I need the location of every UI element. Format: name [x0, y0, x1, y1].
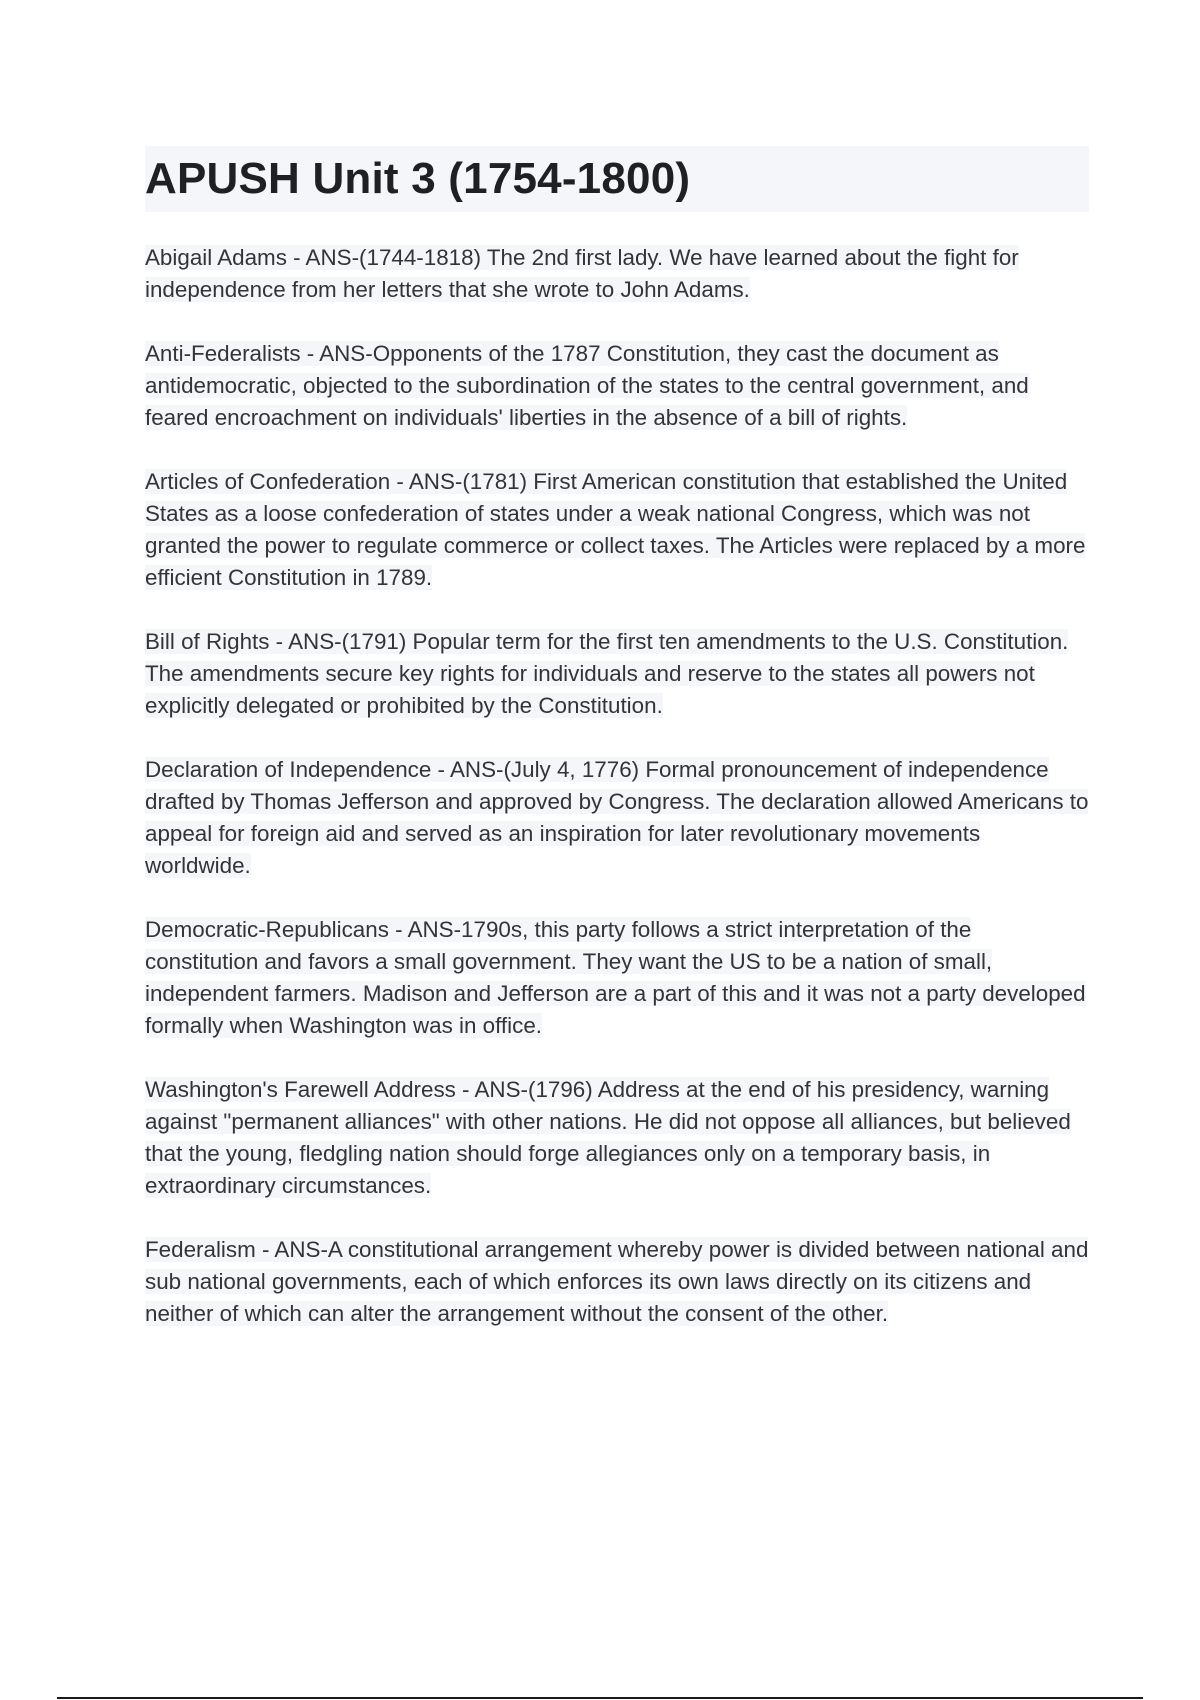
entry-text: Democratic-Republicans - ANS-1790s, this party follows a strict interpretation of the constitution and favors a small government. They want the US to be a nation of small, independent farmers. Madison and Jefferson are a part of this and it was not a party developed formally when Washington was in office.	[145, 917, 1086, 1038]
entry-declaration-of-independence	[145, 754, 1089, 882]
entry-text: Declaration of Independence - ANS-(July 4, 1776) Formal pronouncement of independence drafted by Thomas Jefferson and approved by Congress. The declaration allowed Americans to appeal for foreign aid and served as an inspiration for later revolutionary movements worldwide.	[145, 757, 1089, 878]
document-page	[145, 146, 1089, 1362]
entry-federalism	[145, 1234, 1089, 1330]
entry-washingtons-farewell-address	[145, 1074, 1089, 1202]
footer-divider	[57, 1697, 1143, 1699]
entry-text: Bill of Rights - ANS-(1791) Popular term for the first ten amendments to the U.S. Constitution. The amendments secure key rights for individuals and reserve to the states all powers not explicitly delegated or prohibited by the Constitution.	[145, 629, 1069, 718]
entry-text: Washington's Farewell Address - ANS-(1796) Address at the end of his presidency, warning against "permanent alliances" with other nations. He did not oppose all alliances, but believed that the young, fledgling nation should forge allegiances only on a temporary basis, in extraordinary circumstances.	[145, 1077, 1071, 1198]
entry-text: Abigail Adams - ANS-(1744-1818) The 2nd first lady. We have learned about the fight for independence from her letters that she wrote to John Adams.	[145, 245, 1019, 302]
entry-text: Articles of Confederation - ANS-(1781) First American constitution that established the United States as a loose confederation of states under a weak national Congress, which was not granted the power to regulate commerce or collect taxes. The Articles were replaced by a more efficient Constitution in 1789.	[145, 469, 1086, 590]
entry-abigail-adams	[145, 242, 1089, 306]
entry-text: Anti-Federalists - ANS-Opponents of the 1787 Constitution, they cast the document as antidemocratic, objected to the subordination of the states to the central government, and feared encroachment on individuals' liberties in the absence of a bill of rights.	[145, 341, 1029, 430]
entry-democratic-republicans	[145, 914, 1089, 1042]
page-title: APUSH Unit 3 (1754-1800)	[145, 154, 691, 203]
entry-text: Federalism - ANS-A constitutional arrangement whereby power is divided between national and sub national governments, each of which enforces its own laws directly on its citizens and neither of which can alter the arrangement without the consent of the other.	[145, 1237, 1089, 1326]
entry-articles-of-confederation	[145, 466, 1089, 594]
entry-bill-of-rights	[145, 626, 1089, 722]
title-band	[145, 146, 1089, 212]
entry-anti-federalists	[145, 338, 1089, 434]
